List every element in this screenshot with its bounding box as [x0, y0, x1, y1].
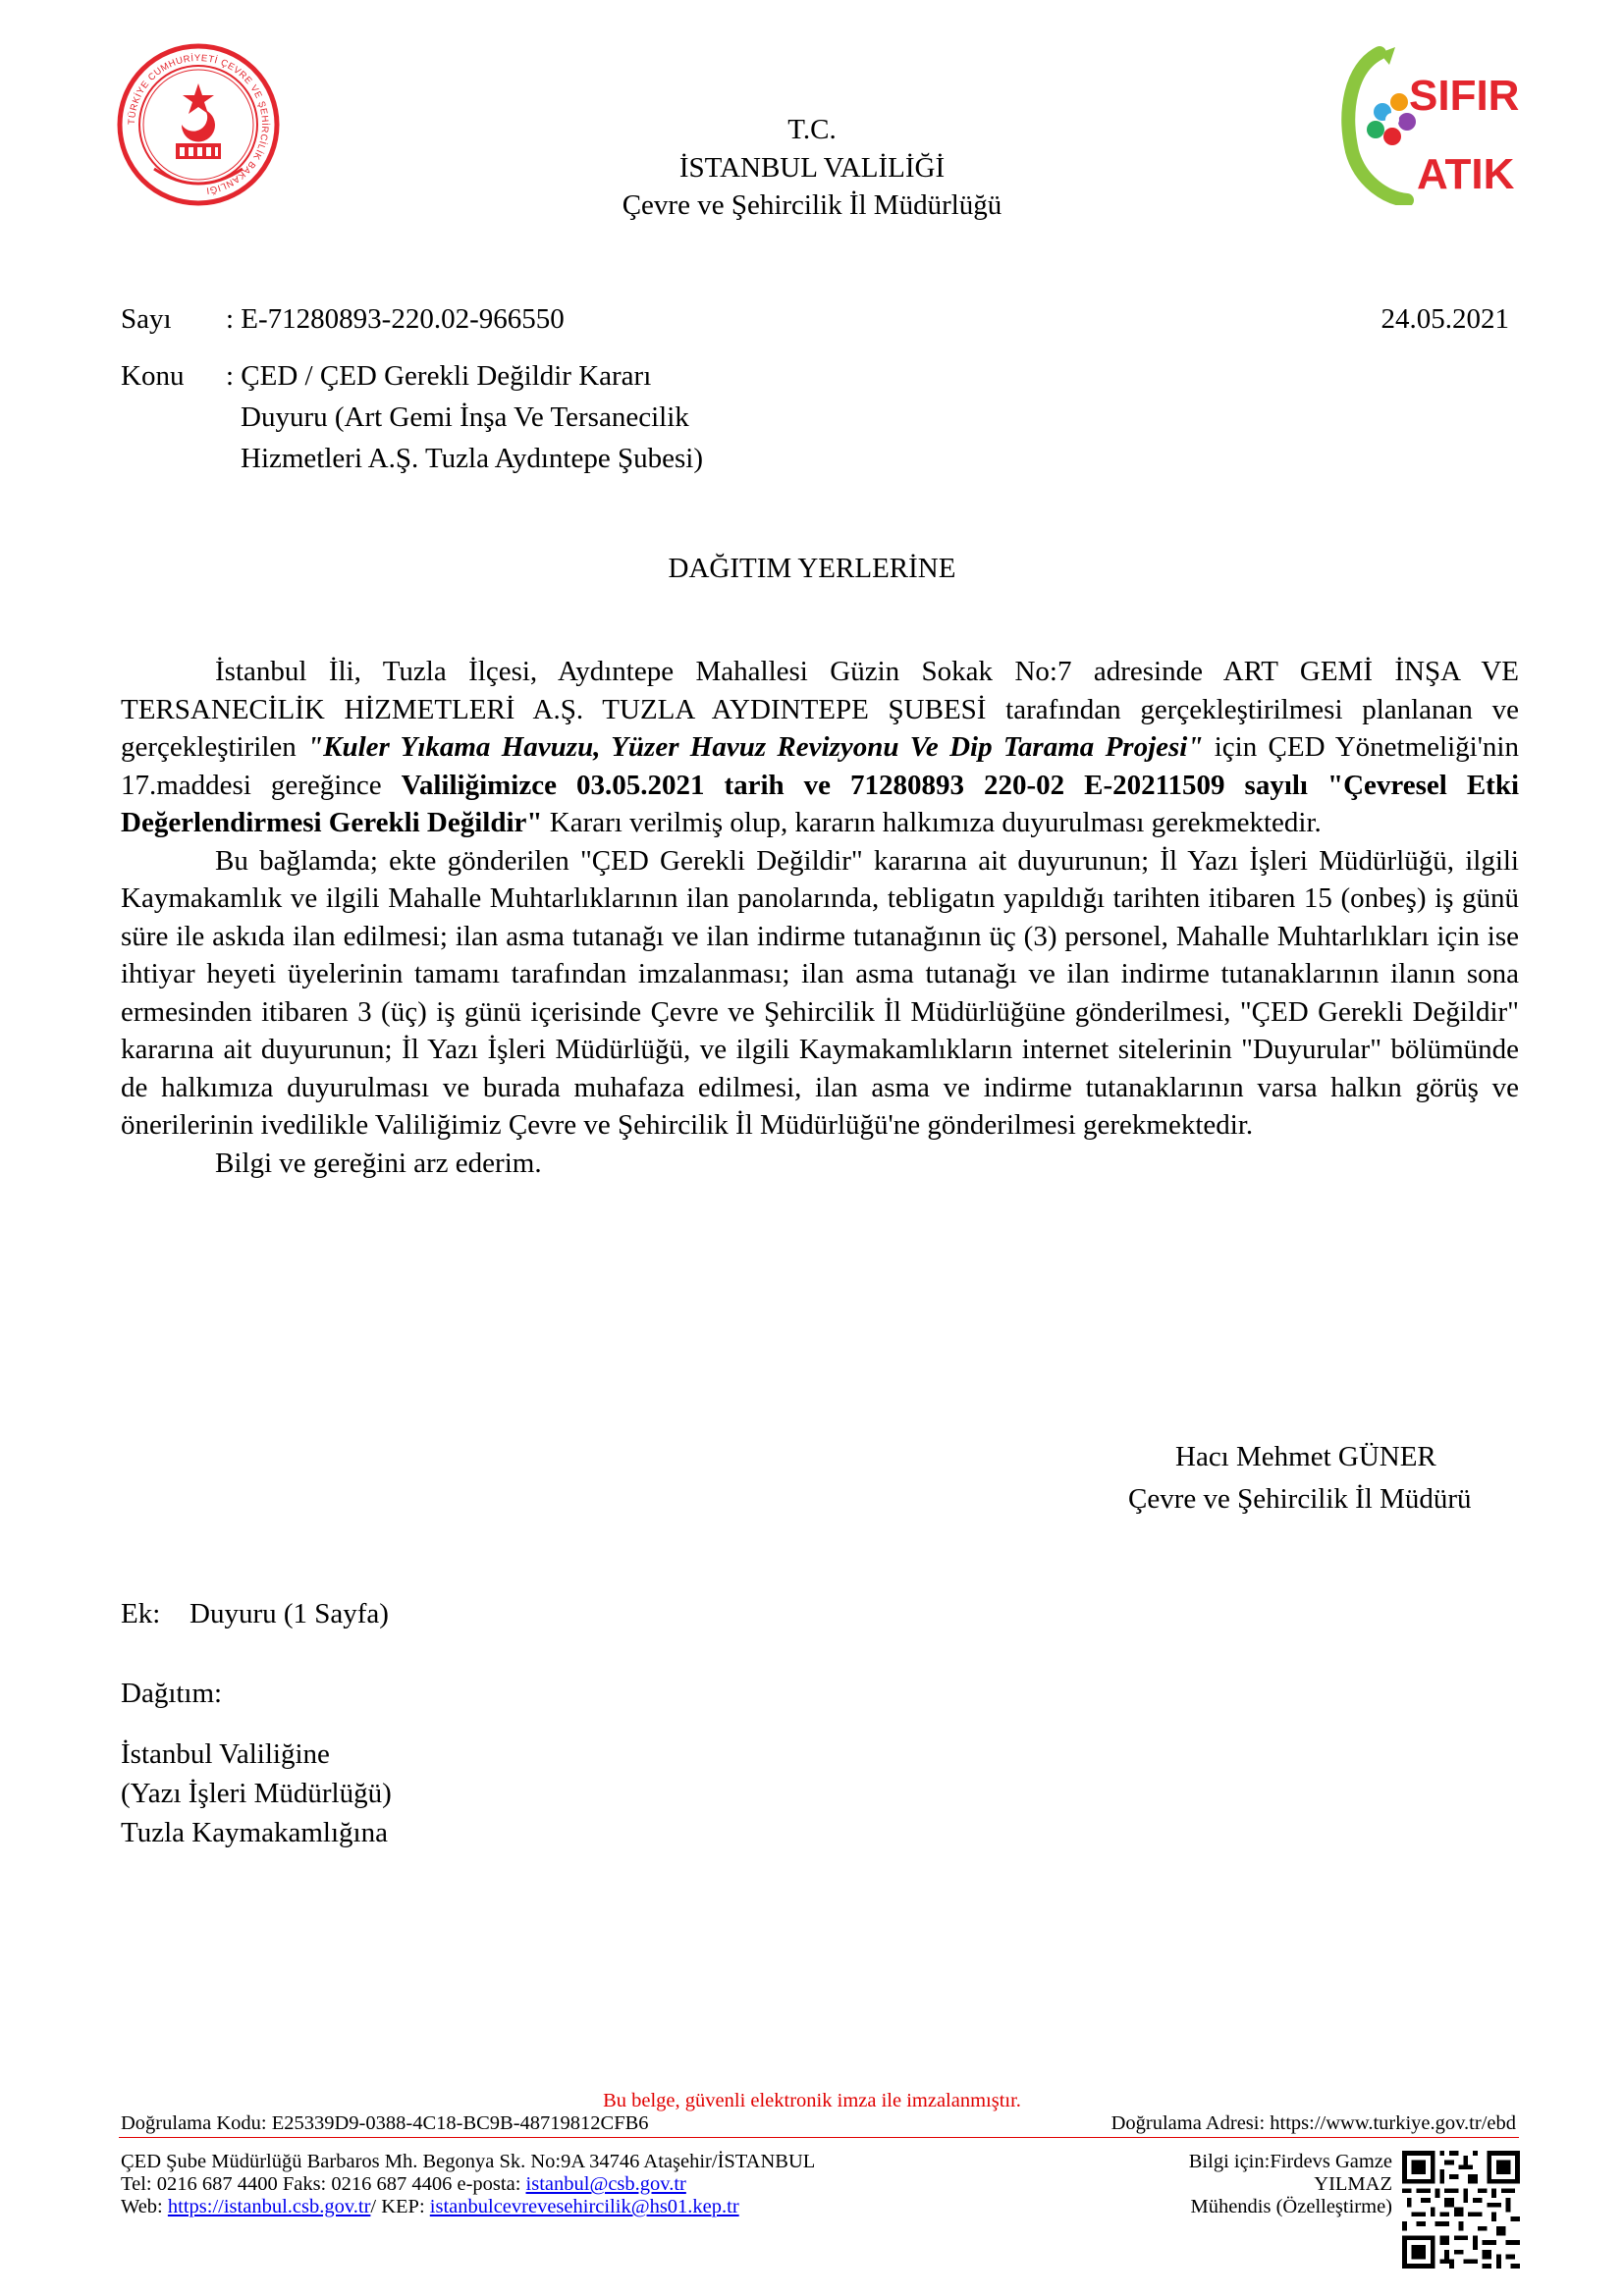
kep-link[interactable]: istanbulcevrevesehircilik@hs01.kep.tr	[429, 2196, 739, 2217]
body-paragraph-1: İstanbul İli, Tuzla İlçesi, Aydıntepe Mahallesi Güzin Sokak No:7 adresinde ART GEMİ İNŞA VE TERSANECİLİK HİZMETLERİ A.Ş. TUZLA AYDINTEPE ŞUBESİ tarafından gerçekleştirilmesi planlanan ve gerçekleştirilen "Kuler Yıkama Havuzu, Yüzer Havuz Revizyonu Ve Dip Tarama Projesi" için ÇED Yönetmeliği'nin 17.maddesi gereğince Valiliğimizce 03.05.2021 tarih ve 71280893 220-02 E-20211509 sayılı "Çevresel Etki Değerlendirmesi Gerekli Değildir" Kararı verilmiş olup, kararın halkımıza duyurulması gerekmektedir.	[121, 656, 1520, 838]
body-paragraph-2: Bu bağlamda; ekte gönderilen "ÇED Gerekli Değildir" kararına ait duyurunun; İl Yazı İşleri Müdürlüğü, ilgili Kaymakamlık ve ilgili Mahalle Muhtarlıklarının ilan panolarında, tebligatın yapıldığı tarihten itibaren 15 (onbeş) iş günü süre ile askıda ilan edilmesi; ilan asma tutanağı ve ilan indirme tutanağının üç (3) personel, Mahalle Muhtarlıkları için ise ihtiyar heyeti üyelerinin tamamı tarafından imzalanması; ilan asma tutanağı ve ilan indirme tutanaklarının ilanın sona ermesinden itibaren 3 (üç) iş günü içerisinde Çevre ve Şehircilik İl Müdürlüğüne gönderilmesi, "ÇED Gerekli Değildir" kararına ait duyurunun; İl Yazı İşleri Müdürlüğü, ve ilgili Kaymakamlıkların internet sitelerinin "Duyurular" bölümünde de halkımıza duyurulması ve burada muhafaza edilmesi, ilan asma ve indirme tutanaklarının varsa halkın görüş ve önerilerinin ivedilikle Valiliğimiz Çevre ve Şehircilik İl Müdürlüğü'ne gönderilmesi gerekmektedir.	[121, 844, 1519, 1141]
info-contact-title: Mühendis (Özelleştirme)	[1190, 2196, 1392, 2217]
info-contact-name: Bilgi için:Firdevs Gamze	[1188, 2151, 1392, 2172]
footer-web: Web: https://istanbul.csb.gov.tr/ KEP: istanbulcevrevesehircilik@hs01.kep.tr	[121, 2196, 739, 2217]
info-contact-surname: YILMAZ	[1314, 2173, 1392, 2195]
sayi-value: : E-71280893-220.02-966550	[226, 303, 565, 335]
footer-address: ÇED Şube Müdürlüğü Barbaros Mh. Begonya Sk. No:9A 34746 Ataşehir/İSTANBUL	[121, 2151, 816, 2172]
recipient-heading: DAĞITIM YERLERİNE	[668, 553, 956, 584]
decision-reference: Valiliğimizce 03.05.2021 tarih ve 71280893 220-02 E-20211509 sayılı "Çevresel Etki Değerlendirmesi Gerekli Değildir"	[121, 769, 1520, 838]
distribution-label: Dağıtım:	[121, 1678, 223, 1709]
letter-body	[121, 653, 1519, 1182]
project-name: "Kuler Yıkama Havuzu, Yüzer Havuz Revizyonu Ve Dip Tarama Projesi"	[307, 731, 1204, 763]
attachment-item: Duyuru (1 Sayfa)	[189, 1598, 389, 1629]
distribution-item: Tuzla Kaymakamlığına	[121, 1817, 388, 1848]
footer-divider	[119, 2137, 1519, 2138]
svg-text:SIFIR: SIFIR	[1409, 72, 1520, 120]
footer-contact: Tel: 0216 687 4400 Faks: 0216 687 4406 e-posta: istanbul@csb.gov.tr	[121, 2173, 686, 2195]
email-link[interactable]: istanbul@csb.gov.tr	[525, 2173, 686, 2195]
body-paragraph-3: Bilgi ve gereğini arz ederim.	[215, 1147, 542, 1179]
signer-title: Çevre ve Şehircilik İl Müdürü	[1128, 1483, 1472, 1515]
document-date: 24.05.2021	[1380, 303, 1509, 335]
svg-text:ATIK: ATIK	[1417, 150, 1515, 198]
website-link[interactable]: https://istanbul.csb.gov.tr	[167, 2196, 371, 2217]
svg-text:TÜRKİYE CUMHURİYETİ ÇEVRE VE Ş: TÜRKİYE CUMHURİYETİ ÇEVRE VE ŞEHİRCİLİK BAKANLIĞI	[126, 52, 271, 196]
esign-note: Bu belge, güvenli elektronik imza ile imzalanmıştır.	[603, 2090, 1021, 2111]
konu-label: Konu	[121, 360, 185, 392]
header-tc: T.C.	[787, 114, 837, 145]
header-governorship: İSTANBUL VALİLİĞİ	[678, 152, 946, 184]
header-directorate: Çevre ve Şehircilik İl Müdürlüğü	[622, 189, 1002, 221]
distribution-item: İstanbul Valiliğine	[121, 1738, 330, 1770]
konu-line-3: Hizmetleri A.Ş. Tuzla Aydıntepe Şubesi)	[241, 443, 703, 474]
konu-line-1: : ÇED / ÇED Gerekli Değildir Kararı	[226, 360, 652, 392]
attachment-label: Ek:	[121, 1598, 161, 1629]
verification-address: Doğrulama Adresi: https://www.turkiye.gov.tr/ebd	[1110, 2112, 1516, 2134]
sayi-label: Sayı	[121, 303, 172, 335]
konu-line-2: Duyuru (Art Gemi İnşa Ve Tersanecilik	[241, 401, 689, 433]
qr-code-icon	[1402, 2151, 1520, 2269]
sifir-atik-logo-icon	[1338, 43, 1525, 205]
distribution-item: (Yazı İşleri Müdürlüğü)	[121, 1778, 392, 1809]
verification-code: Doğrulama Kodu: E25339D9-0388-4C18-BC9B-48719812CFB6	[121, 2112, 649, 2134]
signer-name: Hacı Mehmet GÜNER	[1175, 1441, 1436, 1472]
